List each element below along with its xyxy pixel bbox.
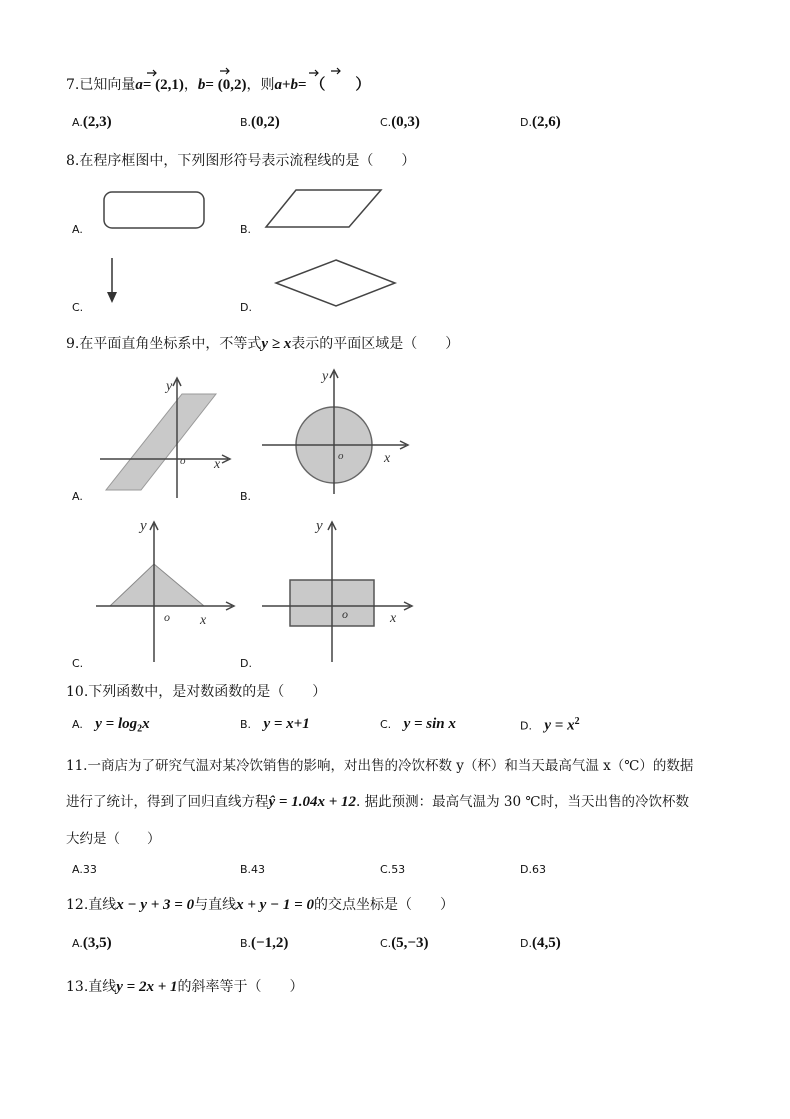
x-axis-label: x bbox=[384, 451, 391, 466]
option-value: 53 bbox=[391, 863, 406, 876]
question-10: 10.下列函数中，是对数函数的是（ ） bbox=[66, 684, 327, 700]
q7-number: 7. bbox=[66, 77, 80, 93]
parallelogram-shape bbox=[264, 188, 384, 230]
option-label: A. bbox=[72, 490, 83, 503]
origin-label: o bbox=[338, 450, 344, 462]
option-label: C. bbox=[72, 657, 84, 670]
option-label: D. bbox=[520, 863, 532, 876]
origin-label: o bbox=[342, 607, 348, 621]
option-value: (4,5) bbox=[531, 935, 561, 951]
option-label: A. bbox=[72, 116, 83, 129]
option-label: C. bbox=[380, 863, 392, 876]
option-value: y = x bbox=[544, 717, 575, 734]
option-label: C. bbox=[380, 116, 392, 129]
question-11-line-1: 11.一商店为了研究气温对某冷饮销售的影响，对出售的冷饮杯数 y（杯）和当天最高气温 x（℃）的数据 bbox=[66, 758, 694, 774]
option-value: (−1,2) bbox=[251, 935, 289, 951]
q8-option-d[interactable] bbox=[240, 300, 252, 315]
origin-label: o bbox=[180, 455, 186, 467]
q11-option-c[interactable] bbox=[380, 862, 405, 877]
q9-option-c[interactable] bbox=[72, 656, 83, 671]
q7-option-b[interactable] bbox=[240, 114, 280, 131]
option-value: y = log bbox=[95, 716, 138, 732]
question-9 bbox=[66, 333, 459, 353]
option-label: D. bbox=[520, 116, 532, 129]
q9-stem-tail: 表示的平面区域是（ ） bbox=[291, 336, 460, 352]
graph-b bbox=[258, 366, 418, 498]
sum-vector-b: b bbox=[290, 77, 299, 93]
q7-stem-mid: ，则 bbox=[246, 77, 275, 93]
shaded-band-region bbox=[106, 394, 216, 490]
q12-stem-mid: 与直线 bbox=[194, 897, 237, 913]
option-value: 63 bbox=[531, 863, 546, 876]
option-value: y = sin x bbox=[403, 716, 456, 732]
vector-b: b bbox=[197, 77, 206, 93]
q8-option-c[interactable] bbox=[72, 300, 83, 315]
q11-option-d[interactable] bbox=[520, 862, 546, 877]
graph-d bbox=[258, 516, 422, 666]
option-value: (5,−3) bbox=[391, 935, 429, 951]
y-axis-label: y bbox=[322, 369, 329, 384]
question-13 bbox=[66, 976, 304, 996]
q12-option-b[interactable] bbox=[240, 935, 288, 952]
q7-option-c[interactable] bbox=[380, 114, 420, 131]
q7-stem: 已知向量 bbox=[79, 77, 136, 93]
exponent: 2 bbox=[574, 716, 580, 727]
option-value: (0,3) bbox=[391, 114, 420, 130]
q10-option-d[interactable] bbox=[520, 716, 580, 734]
origin-label: o bbox=[164, 610, 170, 624]
q12-option-c[interactable] bbox=[380, 935, 428, 952]
vector-arrows bbox=[0, 66, 790, 86]
x-axis-label: x bbox=[214, 457, 221, 472]
log-base: 2 bbox=[137, 723, 143, 735]
option-value-tail: x bbox=[142, 716, 150, 732]
option-label: A. bbox=[72, 718, 83, 731]
option-value: (2,3) bbox=[82, 114, 112, 130]
q8-option-a[interactable] bbox=[72, 222, 83, 237]
y-axis-label: y bbox=[316, 518, 323, 534]
diamond-shape bbox=[274, 258, 398, 308]
rounded-rectangle-shape bbox=[102, 190, 207, 230]
option-label: A. bbox=[72, 863, 83, 876]
vector-a-value: = (2,1) bbox=[142, 77, 184, 93]
q13-stem: 13.直线 bbox=[66, 979, 117, 995]
vector-b-value: = (0,2) bbox=[205, 77, 247, 93]
option-label: A. bbox=[72, 937, 83, 950]
sum-vector-a: a bbox=[274, 77, 282, 93]
q9-inequality: y ≥ x bbox=[261, 336, 292, 352]
y-axis-label: y bbox=[140, 518, 147, 534]
option-label: D. bbox=[520, 937, 532, 950]
option-label: C. bbox=[380, 718, 392, 731]
vector-arrow-icon bbox=[147, 70, 156, 76]
q12-option-a[interactable] bbox=[72, 935, 112, 952]
q8-option-b[interactable] bbox=[240, 222, 251, 237]
question-11-line-3: 大约是（ ） bbox=[66, 831, 161, 847]
option-value: (3,5) bbox=[82, 935, 112, 951]
option-value: 33 bbox=[82, 863, 97, 876]
q7-stem-tail: = （ ） bbox=[298, 77, 371, 93]
q7-option-d[interactable] bbox=[520, 114, 561, 131]
regression-equation: ŷ = 1.04x + 12 bbox=[268, 794, 357, 810]
q10-option-b[interactable] bbox=[240, 716, 310, 733]
line-equation: y = 2x + 1 bbox=[116, 979, 178, 995]
option-value: (2,6) bbox=[531, 114, 561, 130]
q13-stem-tail: 的斜率等于（ ） bbox=[177, 979, 304, 995]
option-label: B. bbox=[240, 863, 252, 876]
option-label: C. bbox=[72, 301, 84, 314]
option-label: B. bbox=[240, 490, 252, 503]
option-label: B. bbox=[240, 937, 252, 950]
option-label: D. bbox=[240, 301, 252, 314]
x-axis-label: x bbox=[200, 613, 207, 628]
q11-stem: 进行了统计，得到了回归直线方程 bbox=[66, 794, 269, 810]
plus-sign: + bbox=[281, 77, 291, 93]
option-label: D. bbox=[520, 719, 532, 733]
option-label: B. bbox=[240, 718, 252, 731]
y-axis-label: y bbox=[166, 379, 173, 394]
vector-arrow-icon bbox=[220, 68, 229, 74]
q11-stem-tail: . 据此预测：最高气温为 30 ℃时，当天出售的冷饮杯数 bbox=[356, 794, 689, 810]
q9-option-b[interactable] bbox=[240, 489, 251, 504]
line-equation-1: x − y + 3 = 0 bbox=[116, 897, 195, 913]
q11-option-b[interactable] bbox=[240, 862, 265, 877]
q12-stem-tail: 的交点坐标是（ ） bbox=[313, 897, 454, 913]
line-equation-2: x + y − 1 = 0 bbox=[236, 897, 314, 913]
graph-a bbox=[96, 372, 246, 504]
option-label: A. bbox=[72, 223, 83, 236]
vector-arrow-icon bbox=[309, 70, 318, 76]
option-label: D. bbox=[240, 657, 252, 670]
option-label: B. bbox=[240, 116, 252, 129]
q12-stem: 12.直线 bbox=[66, 897, 117, 913]
question-8: 8.在程序框图中，下列图形符号表示流程线的是（ ） bbox=[66, 153, 416, 169]
q11-option-a[interactable] bbox=[72, 862, 97, 877]
graph-c bbox=[92, 516, 242, 666]
vector-a: a bbox=[135, 77, 143, 93]
vector-arrow-icon bbox=[331, 68, 340, 74]
q9-option-d[interactable] bbox=[240, 656, 252, 671]
q9-option-a[interactable] bbox=[72, 489, 83, 504]
option-value: y = x+1 bbox=[263, 716, 310, 732]
shaded-triangle-region bbox=[110, 564, 204, 606]
question-12 bbox=[66, 894, 454, 914]
x-axis-label: x bbox=[390, 611, 397, 626]
q9-stem: 9.在平面直角坐标系中，不等式 bbox=[66, 336, 262, 352]
option-label: C. bbox=[380, 937, 392, 950]
down-arrow-icon bbox=[102, 256, 122, 306]
q7-option-a[interactable] bbox=[72, 114, 112, 131]
question-11-line-2 bbox=[66, 790, 689, 811]
option-label: B. bbox=[240, 223, 252, 236]
q7-separator: ， bbox=[183, 77, 198, 93]
option-value: (0,2) bbox=[251, 114, 280, 130]
option-value: 43 bbox=[251, 863, 266, 876]
q12-option-d[interactable] bbox=[520, 935, 561, 952]
q10-option-c[interactable] bbox=[380, 716, 456, 733]
q10-option-a[interactable] bbox=[72, 716, 150, 735]
